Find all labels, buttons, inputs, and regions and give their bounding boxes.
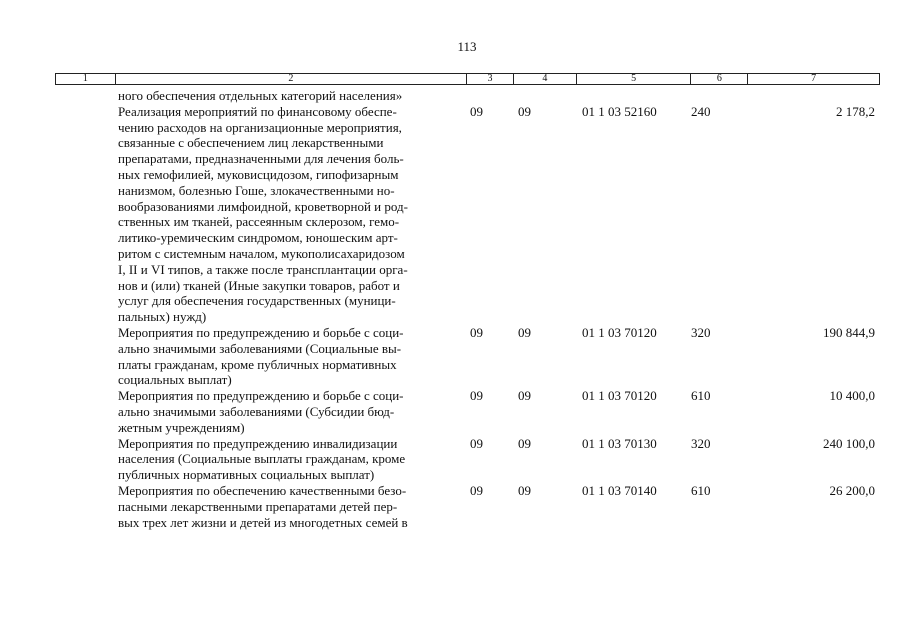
- description-line: нанизмом, болезнью Гоше, злокачественными но-: [118, 182, 395, 198]
- header-col-2: 2: [116, 74, 467, 84]
- description-line: социальных выплат): [118, 372, 232, 388]
- header-col-6: 6: [691, 74, 748, 84]
- header-col-3: 3: [467, 74, 514, 84]
- description-line: пальных) нужд): [118, 309, 207, 325]
- table-cell-c6: 240: [691, 103, 711, 119]
- table-cell-c3: 09: [470, 103, 483, 119]
- description-line: ных гемофилией, муковисцидозом, гипофизарным: [118, 166, 399, 182]
- header-col-4: 4: [514, 74, 577, 84]
- table-cell-c7: 240 100,0: [823, 435, 875, 451]
- description-line: ально значимыми заболеваниями (Субсидии бюд-: [118, 403, 395, 419]
- description-line: препаратами, предназначенными для лечения боль-: [118, 151, 404, 167]
- table-cell-c4: 09: [518, 435, 531, 451]
- description-line: публичных нормативных социальных выплат): [118, 467, 375, 483]
- description-line: Мероприятия по обеспечению качественными безо-: [118, 482, 407, 498]
- description-line: Реализация мероприятий по финансовому обеспе-: [118, 103, 397, 119]
- description-line: пасными лекарственными препаратами детей пер-: [118, 498, 398, 514]
- description-line: ритом с системным началом, мукополисахаридозом: [118, 245, 405, 261]
- description-line: I, II и VI типов, а также после трансплантации орга-: [118, 261, 408, 277]
- description-line: услуг для обеспечения государственных (муници-: [118, 293, 396, 309]
- description-line: Мероприятия по предупреждению инвалидизации: [118, 435, 398, 451]
- table-cell-c7: 2 178,2: [836, 103, 875, 119]
- description-line: вых трех лет жизни и детей из многодетных семей в: [118, 514, 408, 530]
- description-line: вообразованиями лимфоидной, кроветворной и род-: [118, 198, 408, 214]
- table-cell-c5: 01 1 03 70130: [582, 435, 657, 451]
- description-line: ного обеспечения отдельных категорий населения»: [118, 88, 403, 103]
- table-cell-c5: 01 1 03 70120: [582, 325, 657, 340]
- page-number: 113: [457, 39, 477, 54]
- table-header-row: [55, 73, 880, 85]
- description-line: Мероприятия по предупреждению и борьбе с соци-: [118, 324, 404, 340]
- description-line: жетным учреждениям): [118, 419, 245, 435]
- header-col-5: 5: [577, 74, 692, 84]
- description-line: литико-уремическим синдромом, юношеским арт-: [118, 230, 398, 246]
- table-cell-c5: 01 1 03 70120: [582, 388, 657, 404]
- table-cell-c7: 10 400,0: [829, 388, 875, 404]
- description-line: платы гражданам, кроме публичных нормативных: [118, 356, 397, 372]
- table-cell-c3: 09: [470, 435, 483, 451]
- description-line: ственных им тканей, рассеянным склерозом, гемо-: [118, 214, 400, 230]
- description-line: связанные с обеспечением лиц лекарственными: [118, 135, 384, 151]
- table-cell-c3: 09: [470, 483, 483, 498]
- table-cell-c7: 26 200,0: [829, 483, 875, 498]
- table-cell-c4: 09: [518, 388, 531, 404]
- table-cell-c4: 09: [518, 483, 531, 498]
- table-cell-c4: 09: [518, 325, 531, 340]
- description-column: [118, 88, 463, 530]
- table-cell-c6: 320: [691, 325, 711, 340]
- description-line: ально значимыми заболеваниями (Социальные вы-: [118, 340, 402, 356]
- header-col-1: 1: [56, 74, 116, 84]
- table-cell-c3: 09: [470, 388, 483, 404]
- table-cell-c6: 610: [691, 388, 711, 404]
- description-line: Мероприятия по предупреждению и борьбе с соци-: [118, 388, 404, 404]
- table-cell-c4: 09: [518, 103, 531, 119]
- header-col-7: 7: [811, 73, 817, 84]
- description-line: чению расходов на организационные мероприятия,: [118, 119, 402, 135]
- table-cell-c6: 320: [691, 435, 711, 451]
- table-cell-c6: 610: [691, 483, 711, 498]
- description-line: нов и (или) тканей (Иные закупки товаров, работ и: [118, 277, 400, 293]
- table-cell-c3: 09: [470, 325, 483, 340]
- table-cell-c5: 01 1 03 70140: [582, 483, 657, 498]
- description-line: населения (Социальные выплаты гражданам, кроме: [118, 451, 406, 467]
- table-cell-c7: 190 844,9: [823, 325, 875, 340]
- table-cell-c5: 01 1 03 52160: [582, 103, 657, 119]
